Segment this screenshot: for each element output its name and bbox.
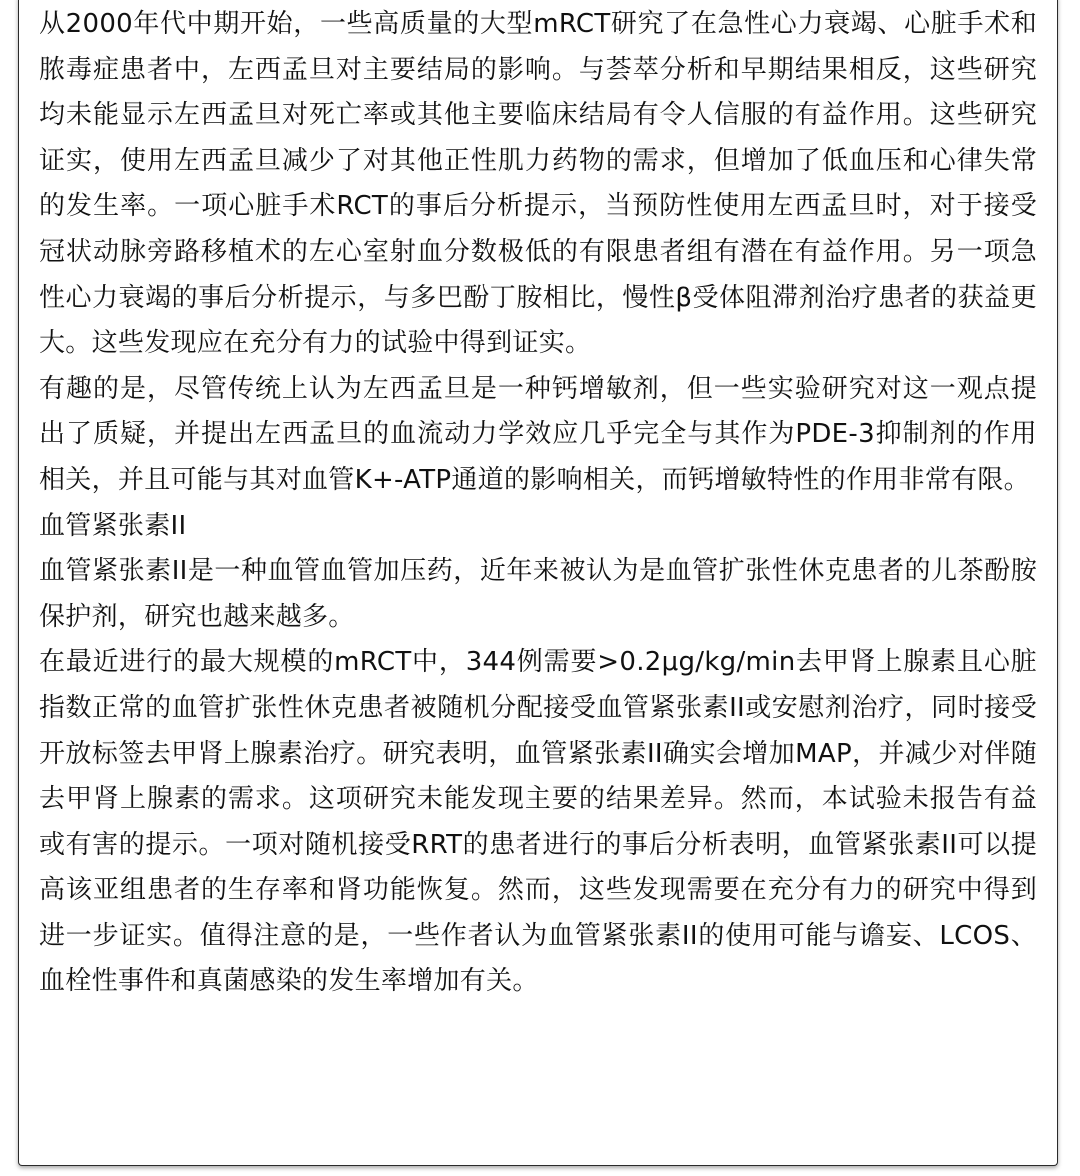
- paragraph-angiotensin-intro: 血管紧张素II是一种血管血管加压药，近年来被认为是血管扩张性休克患者的儿茶酚胺保护剂，研究也越来越多。: [39, 556, 1037, 632]
- document-body: [39, 2, 1037, 1005]
- document-card: [18, 0, 1058, 1166]
- paragraph-angiotensin-trial: 在最近进行的最大规模的mRCT中，344例需要>0.2μg/kg/min去甲肾上腺素且心脏指数正常的血管扩张性休克患者被随机分配接受血管紧张素II或安慰剂治疗，同时接受开放标签去甲肾上腺素治疗。研究表明，血管紧张素II确实会增加MAP，并减少对伴随去甲肾上腺素的需求。这项研究未能发现主要的结果差异。然而，本试验未报告有益或有害的提示。一项对随机接受RRT的患者进行的事后分析表明，血管紧张素II可以提高该亚组患者的生存率和肾功能恢复。然而，这些发现需要在充分有力的研究中得到进一步证实。值得注意的是，一些作者认为血管紧张素II的使用可能与谵妄、LCOS、血栓性事件和真菌感染的发生率增加有关。: [39, 647, 1037, 997]
- paragraph-levosimendan-trials: 从2000年代中期开始，一些高质量的大型mRCT研究了在急性心力衰竭、心脏手术和脓毒症患者中，左西孟旦对主要结局的影响。与荟萃分析和早期结果相反，这些研究均未能显示左西孟旦对死亡率或其他主要临床结局有令人信服的有益作用。这些研究证实，使用左西孟旦减少了对其他正性肌力药物的需求，但增加了低血压和心律失常的发生率。一项心脏手术RCT的事后分析提示，当预防性使用左西孟旦时，对于接受冠状动脉旁路移植术的左心室射血分数极低的有限患者组有潜在有益作用。另一项急性心力衰竭的事后分析提示，与多巴酚丁胺相比，慢性β受体阻滞剂治疗患者的获益更大。这些发现应在充分有力的试验中得到证实。: [39, 9, 1037, 359]
- paragraph-calcium-sensitizer: 有趣的是，尽管传统上认为左西孟旦是一种钙增敏剂，但一些实验研究对这一观点提出了质疑，并提出左西孟旦的血流动力学效应几乎完全与其作为PDE-3抑制剂的作用相关，并且可能与其对血管K+-ATP通道的影响相关，而钙增敏特性的作用非常有限。: [39, 373, 1037, 495]
- section-heading-angiotensin-ii: 血管紧张素II: [39, 510, 187, 541]
